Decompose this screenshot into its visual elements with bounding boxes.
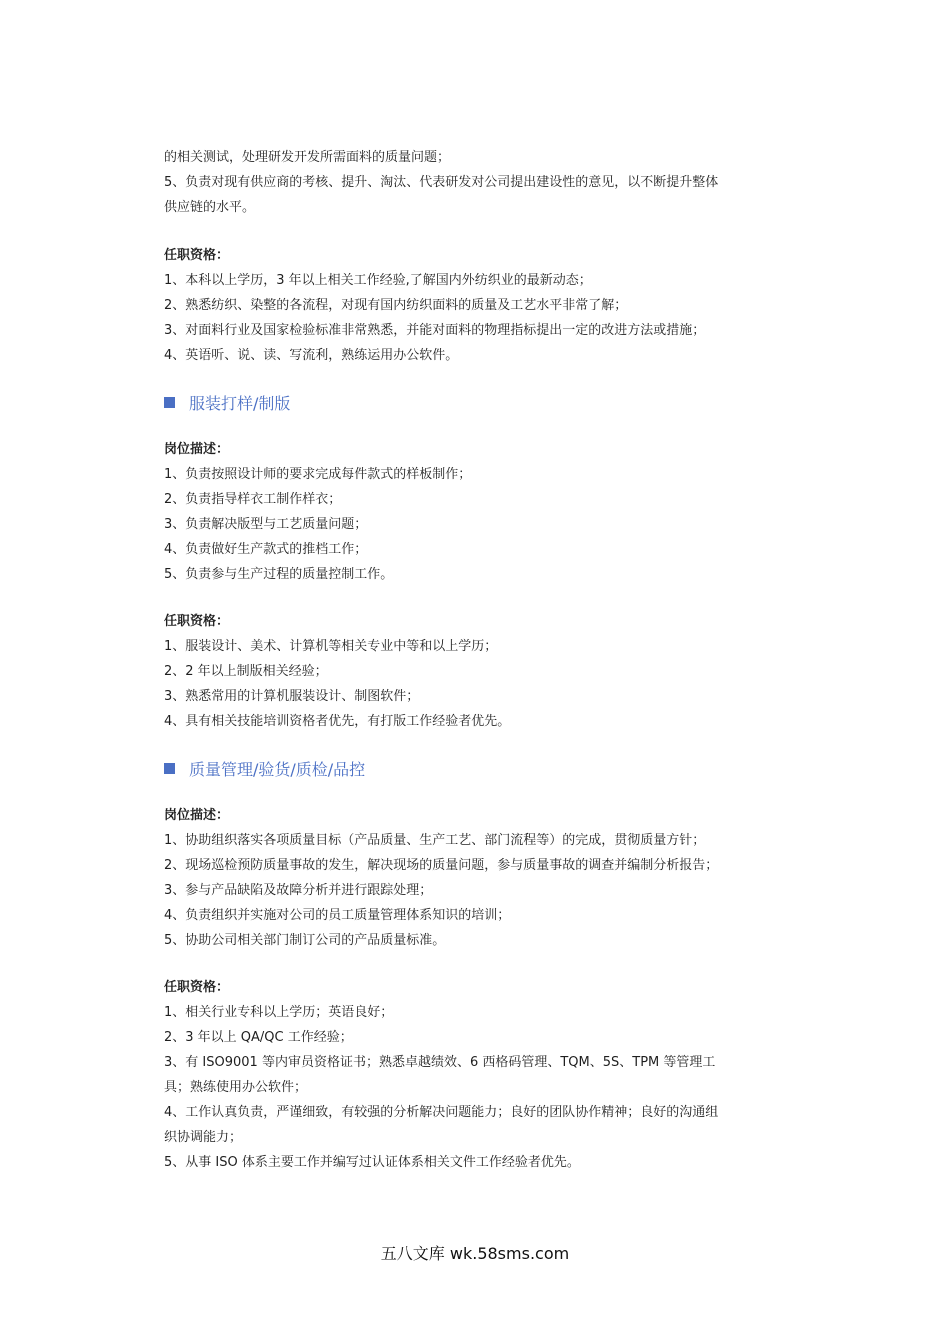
section-title: 质量管理/验货/质检/品控 — [189, 760, 366, 779]
list-item: 1、相关行业专科以上学历；英语良好； — [164, 1005, 394, 1020]
footer-watermark: 五八文库 wk.58sms.com — [380, 1244, 570, 1263]
list-item: 具；熟练使用办公软件； — [164, 1080, 308, 1095]
list-item: 5、从事 ISO 体系主要工作并编写过认证体系相关文件工作经验者优先。 — [164, 1155, 580, 1170]
list-item: 4、具有相关技能培训资格者优先，有打版工作经验者优先。 — [164, 714, 511, 729]
description-label: 岗位描述： — [164, 442, 230, 457]
list-item: 3、对面料行业及国家检验标准非常熟悉，并能对面料的物理指标提出一定的改进方法或措施； — [164, 323, 706, 338]
list-item: 3、负责解决版型与工艺质量问题； — [164, 517, 368, 532]
list-item: 2、负责指导样衣工制作样衣； — [164, 492, 342, 507]
list-item: 2、现场巡检预防质量事故的发生，解决现场的质量问题，参与质量事故的调查并编制分析报告； — [164, 858, 719, 873]
list-item: 3、熟悉常用的计算机服装设计、制图软件； — [164, 689, 420, 704]
list-item: 5、协助公司相关部门制订公司的产品质量标准。 — [164, 933, 446, 948]
list-item: 1、本科以上学历，3 年以上相关工作经验,了解国内外纺织业的最新动态； — [164, 273, 592, 288]
section-heading — [164, 393, 290, 415]
list-item: 2、2 年以上制版相关经验； — [164, 664, 328, 679]
list-item: 4、负责做好生产款式的推档工作； — [164, 542, 368, 557]
list-item: 2、3 年以上 QA/QC 工作经验； — [164, 1030, 353, 1045]
list-item: 3、有 ISO9001 等内审员资格证书；熟悉卓越绩效、6 西格码管理、TQM、5S、TPM 等管理工 — [164, 1055, 716, 1070]
list-item: 4、负责组织并实施对公司的员工质量管理体系知识的培训； — [164, 908, 511, 923]
list-item: 4、英语听、说、读、写流利，熟练运用办公软件。 — [164, 348, 459, 363]
list-item: 4、工作认真负责，严谨细致，有较强的分析解决问题能力；良好的团队协作精神；良好的沟通组 — [164, 1105, 719, 1120]
list-item: 1、协助组织落实各项质量目标（产品质量、生产工艺、部门流程等）的完成，贯彻质量方针； — [164, 833, 706, 848]
qualification-label: 任职资格： — [164, 614, 230, 629]
qualification-label: 任职资格： — [164, 248, 230, 263]
text-line: 的相关测试，处理研发开发所需面料的质量问题； — [164, 150, 451, 165]
section-title: 服装打样/制版 — [189, 394, 291, 413]
text-line: 5、负责对现有供应商的考核、提升、淘汰、代表研发对公司提出建设性的意见，以不断提升整体 — [164, 175, 719, 190]
text-line: 供应链的水平。 — [164, 200, 256, 215]
square-bullet-icon — [164, 397, 175, 408]
section-heading — [164, 759, 365, 781]
qualification-label: 任职资格： — [164, 980, 230, 995]
list-item: 3、参与产品缺陷及故障分析并进行跟踪处理； — [164, 883, 433, 898]
list-item: 1、负责按照设计师的要求完成每件款式的样板制作； — [164, 467, 472, 482]
square-bullet-icon — [164, 763, 175, 774]
description-label: 岗位描述： — [164, 808, 230, 823]
list-item: 1、服装设计、美术、计算机等相关专业中等和以上学历； — [164, 639, 498, 654]
list-item: 2、熟悉纺织、染整的各流程，对现有国内纺织面料的质量及工艺水平非常了解； — [164, 298, 628, 313]
list-item: 织协调能力； — [164, 1130, 243, 1145]
list-item: 5、负责参与生产过程的质量控制工作。 — [164, 567, 394, 582]
